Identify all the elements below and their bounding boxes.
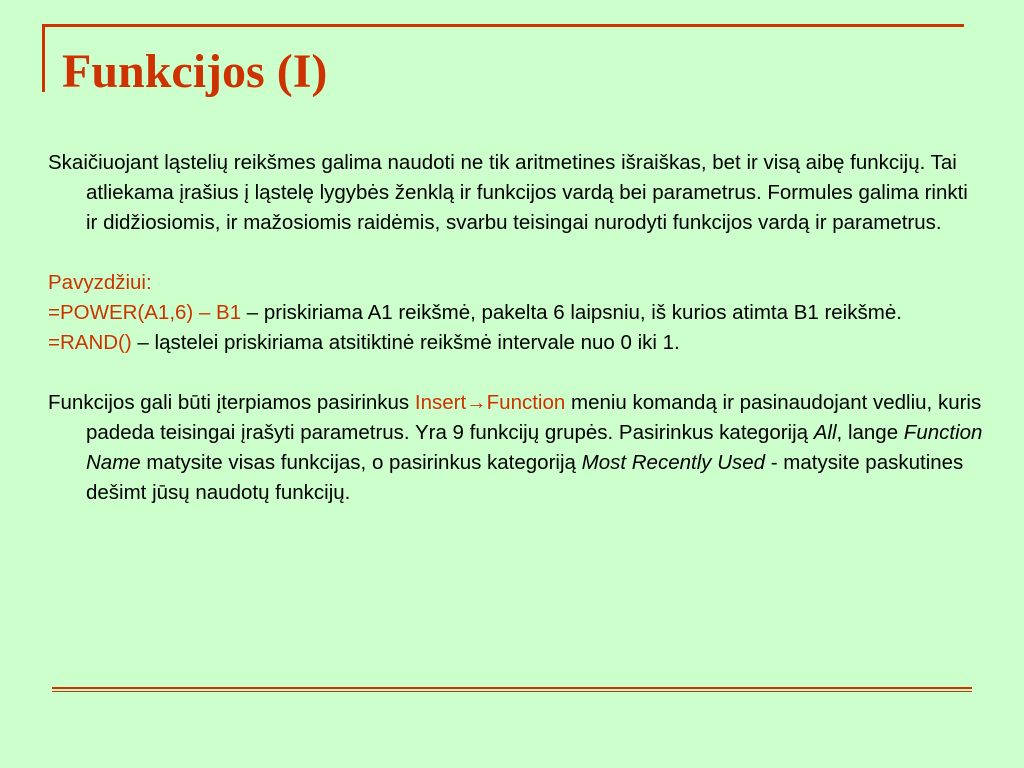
- power-description: – priskiriama A1 reikšmė, pakelta 6 laipsniu, iš kurios atimta B1 reikšmė.: [241, 301, 902, 324]
- insert-menu-path: Insert→Function: [414, 391, 566, 414]
- insert-text-part4: matysite visas funkcijas, o pasirinkus kategoriją: [140, 451, 582, 474]
- slide-title: Funkcijos (I): [62, 45, 328, 98]
- intro-paragraph: Skaičiuojant ląstelių reikšmes galima naudoti ne tik aritmetines išraiškas, bet ir visą aibę funkcijų. Tai atliekama įrašius į ląstelę lygybės ženklą ir funkcijos vardą bei parametrus. Formules galima rinkti ir didžiosiomis, ir mažosiomis raidėmis, svarbu teisingai nurodyti funkcijos vardą ir parametrus.: [48, 151, 968, 234]
- function-name-window: Function Name: [86, 421, 983, 474]
- insert-text-part1: Funkcijos gali būti įterpiamos pasirinkus: [48, 391, 415, 414]
- title-top-rule: [42, 24, 964, 27]
- title-left-rule: [42, 24, 45, 92]
- slide-body: [48, 148, 983, 508]
- insert-text-part2: meniu komandą ir pasinaudojant vedliu, kuris padeda teisingai įrašyti parametrus. Yra 9 funkcijų grupės. Pasirinkus kategoriją: [86, 391, 982, 444]
- example-power: [48, 298, 983, 328]
- example-rand: [48, 328, 983, 358]
- category-most-recent: Most Recently Used: [581, 451, 766, 474]
- insert-text-part3: , lange: [836, 421, 904, 444]
- examples-heading: Pavyzdžiui:: [48, 271, 152, 294]
- footer-rule-top: [52, 687, 972, 689]
- paragraph-gap: [48, 238, 983, 268]
- paragraph-gap: [48, 358, 983, 388]
- insert-function-paragraph: [48, 388, 983, 508]
- category-all: All: [813, 421, 837, 444]
- insert-text-part5: - matysite paskutines dešimt jūsų naudotų funkcijų.: [86, 451, 964, 504]
- rand-description: – ląstelei priskiriama atsitiktinė reikšmė intervale nuo 0 iki 1.: [131, 331, 680, 354]
- rand-formula: =RAND(): [48, 331, 132, 354]
- power-formula: =POWER(A1,6) – B1: [48, 301, 242, 324]
- footer-rule-bottom: [52, 691, 972, 692]
